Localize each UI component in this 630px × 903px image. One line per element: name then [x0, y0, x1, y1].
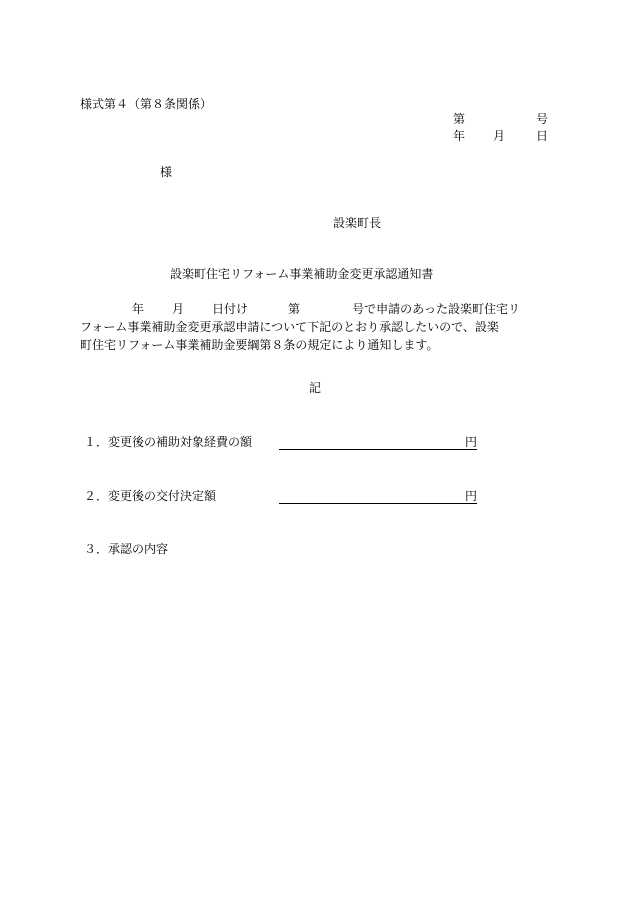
document-title: 設楽町住宅リフォーム事業補助金変更承認通知書 [170, 267, 434, 281]
body-line-3: 町住宅リフォーム事業補助金要綱第８条の規定により通知します。 [80, 338, 439, 352]
doc-number-prefix: 第 [453, 112, 466, 126]
item-3-label: ３．承認の内容 [84, 542, 169, 556]
date-day-label: 日 [536, 129, 549, 143]
recipient-suffix: 様 [160, 165, 173, 179]
body-year-label: 年 [132, 302, 145, 316]
doc-number-suffix: 号 [536, 112, 549, 126]
body-line-1-rest: 号で申請のあった設楽町住宅リ [352, 302, 520, 316]
item-1-unit: 円 [464, 435, 477, 449]
issuer: 設楽町長 [333, 216, 382, 230]
body-line-1 [80, 301, 520, 317]
form-number: 様式第４（第８条関係） [80, 97, 213, 111]
body-no-label: 第 [288, 302, 301, 316]
item-1-amount-field[interactable] [279, 433, 477, 450]
date-year-label: 年 [453, 129, 466, 143]
ki-heading: 記 [309, 381, 322, 395]
item-1-label: １．変更後の補助対象経費の額 [84, 435, 253, 449]
body-month-label: 月 [172, 302, 185, 316]
body-line-2: フォーム事業補助金変更承認申請について下記のとおり承認したいので、設楽 [80, 320, 499, 334]
item-2-label: ２．変更後の交付決定額 [84, 489, 217, 503]
item-2-unit: 円 [464, 489, 477, 503]
date-month-label: 月 [493, 129, 506, 143]
item-2-amount-field[interactable] [279, 487, 477, 504]
body-dated-label: 日付け [212, 302, 249, 316]
